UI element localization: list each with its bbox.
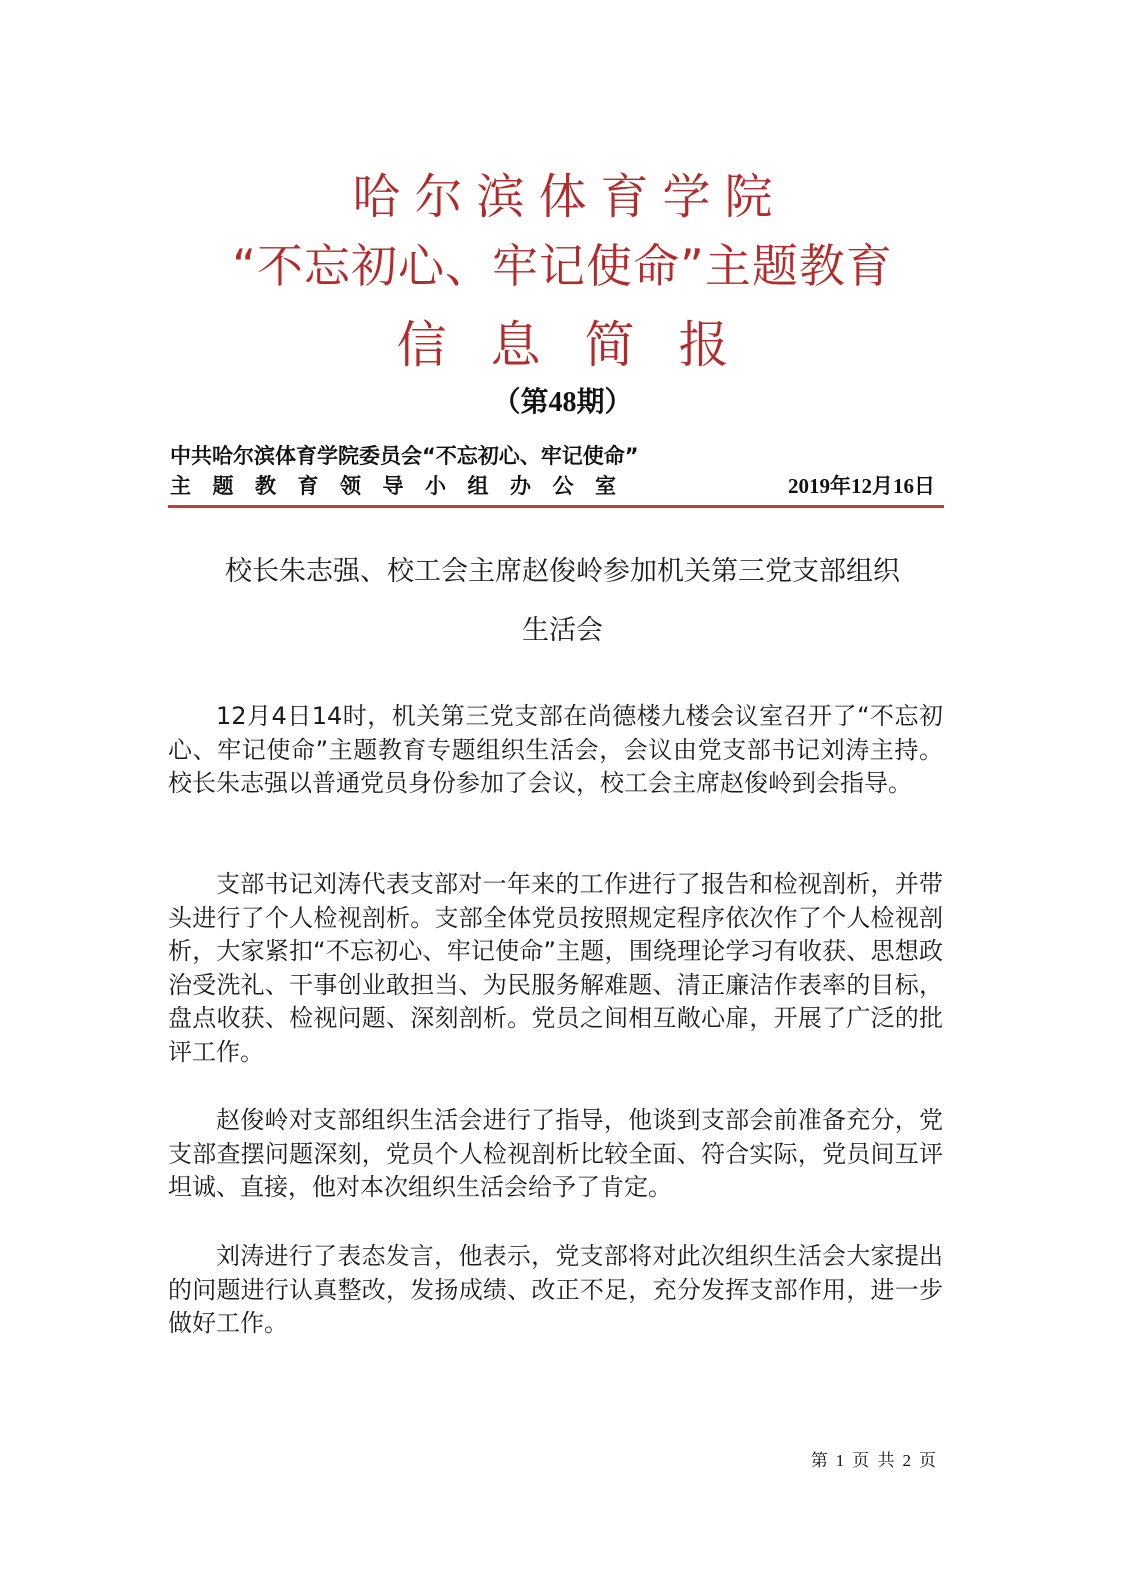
article-paragraph: 支部书记刘涛代表支部对一年来的工作进行了报告和检视剖析，并带头进行了个人检视剖析。支部全体党员按照规定程序依次作了个人检视剖析，大家紧扣“不忘初心、牢记使命”主题，围绕理论学习有收获、思想政治受洗礼、干事创业敢担当、为民服务解难题、清正廉洁作表率的目标，盘点收获、检视问题、深刻剖析。党员之间相互敞心扉，开展了广泛的批评工作。 — [168, 870, 943, 1066]
masthead-school-name: 哈尔滨体育学院 — [352, 169, 787, 225]
total-pages: 2 — [902, 1451, 911, 1470]
article-paragraph: 刘涛进行了表态发言，他表示，党支部将对此次组织生活会大家提出的问题进行认真整改，发扬成绩、改正不足，充分发挥支部作用，进一步做好工作。 — [168, 1242, 943, 1337]
page-footer — [807, 1446, 940, 1471]
header-divider — [168, 505, 944, 508]
masthead-theme: “不忘初心、牢记使命”主题教育 — [232, 239, 893, 293]
article-paragraph: 12月4日14时，机关第三党支部在尚德楼九楼会议室召开了“不忘初心、牢记使命”主题教育专题组织生活会，会议由党支部书记刘涛主持。校长朱志强以普通党员身份参加了会议，校工会主席赵俊岭到会指导。 — [168, 702, 943, 797]
article-headline: 校长朱志强、校工会主席赵俊岭参加机关第三党支部组织 — [225, 556, 900, 587]
article-paragraph: 赵俊岭对支部组织生活会进行了指导，他谈到支部会前准备充分，党支部查摆问题深刻，党员个人检视剖析比较全面、符合实际，党员间互评坦诚、直接，他对本次组织生活会给予了肯定。 — [168, 1106, 943, 1201]
issue-number: （第48期） — [492, 387, 633, 418]
issuer-line-2: 主题教育领导小组办公室 — [170, 474, 638, 498]
footer-prefix: 第 — [810, 1451, 828, 1470]
current-page-number: 1 — [835, 1451, 845, 1470]
issue-date: 2019年12月16日 — [788, 474, 935, 498]
issuer-line-1: 中共哈尔滨体育学院委员会“不忘初心、牢记使命” — [170, 444, 639, 468]
footer-suffix: 页 — [919, 1451, 936, 1470]
article-headline-continued: 生活会 — [522, 615, 603, 646]
footer-mid: 页 共 — [852, 1451, 895, 1470]
masthead-bulletin-title: 信息简报 — [396, 316, 773, 374]
